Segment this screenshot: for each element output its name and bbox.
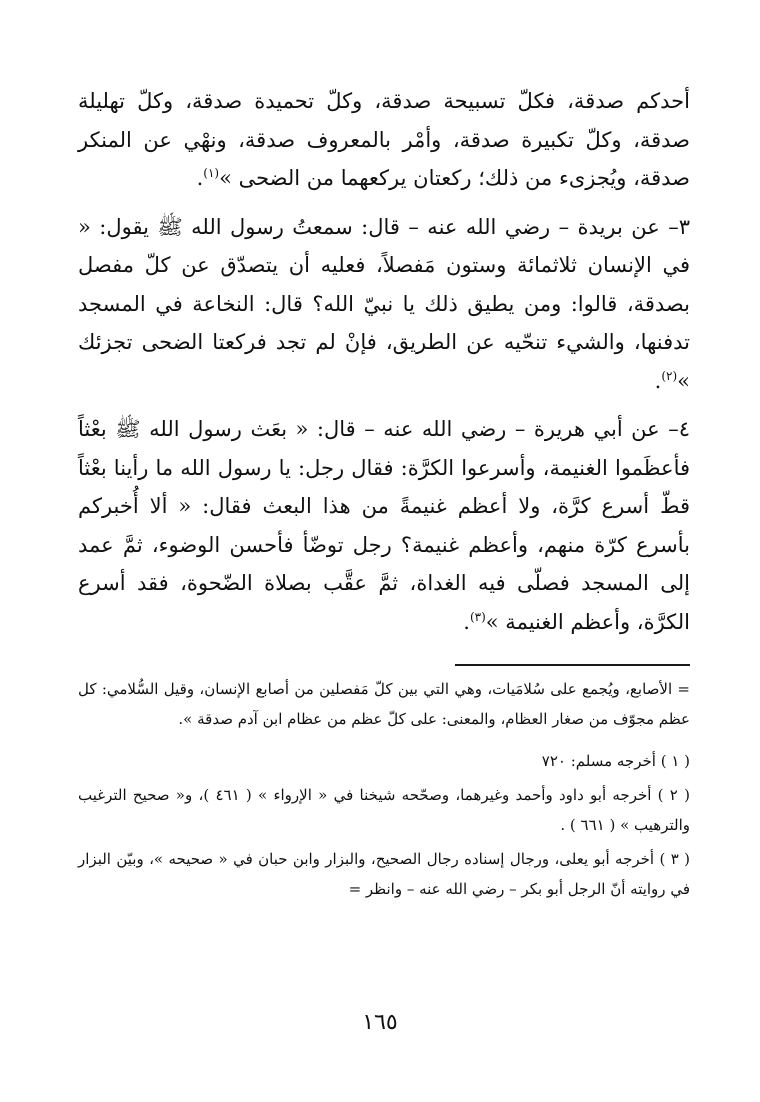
footnote-continuation: = الأصابع، ويُجمع على سُلامَيات، وهي التي بين كلّ مَفصلين من أصابع الإنسان، وقيل السُّلامي: كل عظم مجوّف من صغار العظام، والمعنى: على كلّ عظم من عظام ابن آدم صدقة ».	[78, 680, 690, 728]
page-number: ١٦٥	[362, 1010, 398, 1035]
footnote-ref-3[interactable]: (٣)	[469, 609, 486, 624]
main-text	[78, 82, 690, 641]
paragraph-2	[78, 208, 690, 401]
footnote-separator	[455, 664, 690, 666]
paragraph-end: .	[196, 166, 204, 190]
footnote-2: ( ٢ ) أخرجه أبو داود وأحمد وغيرهما، وصحّحه شيخنا في « الإرواء » ( ٤٦١ )، و« صحيح الترغيب والترهيب » ( ٦٦١ ) .	[78, 786, 690, 834]
paragraph-end: .	[654, 368, 662, 393]
footnotes	[78, 674, 690, 908]
footnote-3: ( ٣ ) أخرجه أبو يعلى، ورجال إسناده رجال الصحيح، والبزار وابن حبان في « صحيحه »، وبيّن البزار في روايته أنّ الرجل أبو بكر – رضي الله عنه – وانظر =	[78, 850, 690, 898]
paragraph-text: أحدكم صدقة، فكلّ تسبيحة صدقة، وكلّ تحميدة صدقة، وكلّ تهليلة صدقة، وكلّ تكبيرة صدقة، وأمْر بالمعروف صدقة، ونهْي عن المنكر صدقة، ويُجزىء من ذلك؛ ركعتان يركعهما من الضحى »	[78, 89, 690, 190]
paragraph-1	[78, 82, 690, 198]
footnote-ref-1[interactable]: (١)	[203, 166, 220, 180]
paragraph-end: .	[463, 609, 470, 634]
paragraph-text: ٣– عن بريدة – رضي الله عنه – قال: سمعتُ رسول الله ﷺ يقول: « في الإنسان ثلاثمائة وستون مَفصلاً، فعليه أن يتصدّق عن كلّ مفصل بصدقة، قالوا: ومن يطيق ذلك يا نبيّ الله؟ قال: النخاعة في المسجد تدفنها، والشيء تنحّيه عن الطريق، فإنْ لم تجد فركعتا الضحى تجزئك »	[78, 214, 690, 393]
footnote-ref-2[interactable]: (٢)	[661, 368, 678, 383]
paragraph-text: ٤– عن أبي هريرة – رضي الله عنه – قال: « بعَث رسول الله ﷺ بعْثاً فأعظَموا الغنيمة، وأسرعوا الكرَّة: فقال رجل: يا رسول الله ما رأينا بعْثاً قطّ أسرع كرَّة، ولا أعظم غنيمةً من هذا البعث فقال: « ألا أُخبركم بأسرع كرّة منهم، وأعظم غنيمة؟ رجل توضّأ فأحسن الوضوء، ثمَّ عمد إلى المسجد فصلّى فيه الغداة، ثمَّ عقَّب بصلاة الضّحوة، فقد أسرع الكرَّة، وأعظم الغنيمة »	[78, 417, 690, 634]
footnote-1: ( ١ ) أخرجه مسلم: ٧٢٠	[541, 752, 690, 770]
paragraph-3	[78, 410, 690, 641]
